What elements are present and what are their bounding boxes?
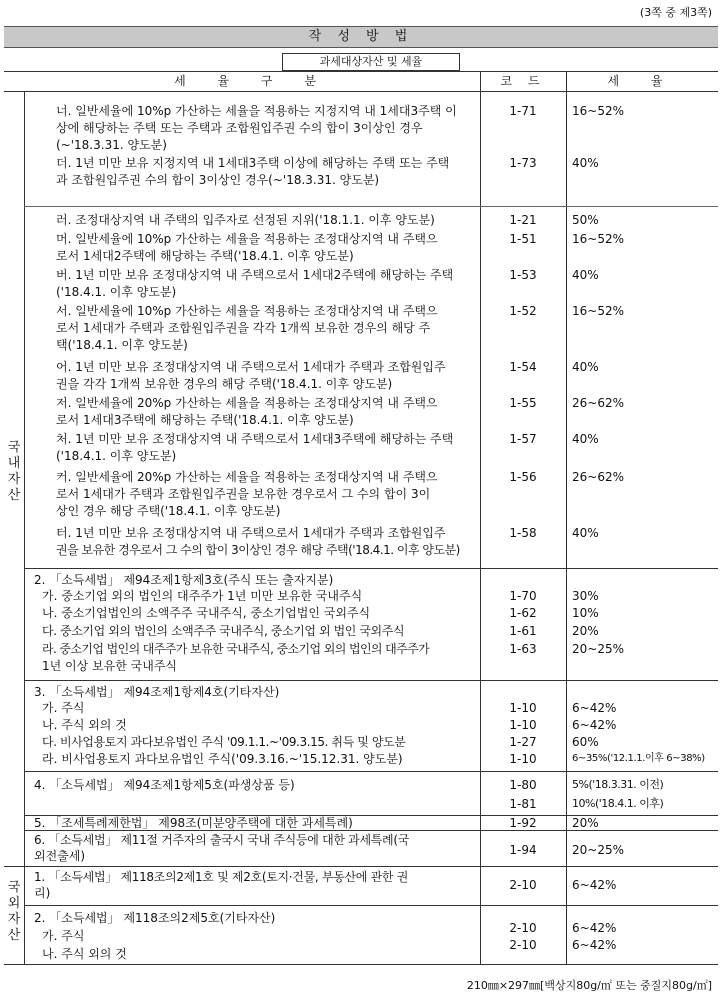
foreign-1-code: 2-10: [509, 878, 537, 892]
sec4-rate-1: 5%('18.3.31. 이전): [572, 778, 664, 791]
sec4-rate-2: 10%('18.4.1. 이후): [572, 797, 664, 810]
sec2-item-d-cont: 1년 이상 보유한 국내주식: [42, 659, 177, 673]
sec2-rate-d: 20~25%: [572, 642, 624, 656]
row-1-code: 1-71: [509, 104, 537, 118]
row-10-rate: 26~62%: [572, 470, 624, 484]
sec4-heading: 4. 「소득세법」 제94조제1항제5호(파생상품 등): [34, 778, 295, 792]
row-11-rate: 40%: [572, 526, 599, 540]
foreign-2-code-b: 2-10: [509, 938, 537, 952]
row-5-code: 1-53: [509, 268, 537, 282]
sec2-code-d: 1-63: [509, 642, 537, 656]
row-1-line-2: 상에 해당하는 주택 또는 주택과 조합원입주권 수의 합이 3이상인 경우: [56, 121, 423, 135]
sec6-line-2: 외전출세): [34, 849, 86, 863]
page-title: 작 성 방 법: [4, 26, 718, 48]
sec2-rate-a: 30%: [572, 589, 599, 603]
header-bottom-border: [4, 91, 718, 92]
row-1-line-3: (~'18.3.31. 양도분): [56, 138, 167, 152]
row-9-line-1: 처. 1년 미만 보유 조정대상지역 내 주택으로서 1세대3주택에 해당하는 주택: [56, 432, 454, 446]
row-5-line-2: ('18.4.1. 이후 양도분): [56, 285, 177, 299]
foreign-2-item-a: 가. 주식: [42, 929, 85, 943]
paper-spec-footer: 210㎜×297㎜[백상지80g/㎡ 또는 중질지80g/㎡]: [466, 979, 712, 992]
sec3-code-d: 1-10: [509, 752, 537, 766]
sec2-item-b: 나. 중소기업법인의 소액주주 국내주식, 중소기업법인 국외주식: [42, 606, 371, 620]
sec3-rate-a: 6~42%: [572, 701, 617, 715]
side-label-foreign: 국외자산: [7, 880, 21, 943]
row-9-rate: 40%: [572, 432, 599, 446]
row-8-code: 1-55: [509, 396, 537, 410]
subtitle-box: 과세대상자산 및 세율: [282, 53, 460, 71]
row-6-line-2: 로서 1세대가 주택과 조합원입주권을 각각 1개씩 보유한 경우의 해당 주: [56, 321, 431, 335]
row-10-line-3: 상인 경우 해당 주택('18.4.1. 이후 양도분): [56, 504, 281, 518]
sec3-item-a: 가. 주식: [42, 701, 85, 715]
sec2-item-a: 가. 중소기업 외의 법인의 대주주가 1년 미만 보유한 국내주식: [42, 589, 363, 603]
row-2-code: 1-73: [509, 156, 537, 170]
header-rate: 세 율: [607, 74, 677, 88]
sec3-rate-b: 6~42%: [572, 718, 617, 732]
side-column-border-foreign: [24, 860, 25, 964]
divider-sec3: [24, 680, 718, 681]
row-3-rate: 50%: [572, 213, 599, 227]
sec4-code-2: 1-81: [509, 797, 537, 811]
sec3-item-c: 다. 비사업용토지 과다보유법인 주식 '09.1.1.~'09.3.15. 취득 및 양도분: [42, 735, 406, 749]
row-9-line-2: ('18.4.1. 이후 양도분): [56, 449, 177, 463]
foreign-1-rate: 6~42%: [572, 878, 617, 892]
sec5-rate: 20%: [572, 816, 599, 830]
row-7-line-2: 권을 각각 1개씩 보유한 경우의 해당 주택('18.4.1. 이후 양도분): [56, 377, 393, 391]
row-5-line-1: 버. 1년 미만 보유 조정대상지역 내 주택으로서 1세대2주택에 해당하는 주택: [56, 268, 454, 282]
row-11-line-1: 터. 1년 미만 보유 조정대상지역 내 주택으로서 1세대가 주택과 조합원입주: [56, 526, 446, 540]
row-10-line-2: 로서 1세대가 주택과 조합원입주권을 보유한 경우로서 그 수의 합이 3이: [56, 487, 431, 501]
sec2-heading: 2. 「소득세법」 제94조제1항제3호(주식 또는 출자지분): [34, 573, 334, 587]
foreign-2-rate-a: 6~42%: [572, 921, 617, 935]
sec2-code-c: 1-61: [509, 624, 537, 638]
row-8-rate: 26~62%: [572, 396, 624, 410]
row-4-rate: 16~52%: [572, 232, 624, 246]
divider-foreign-2: [24, 905, 718, 906]
row-6-line-3: 택('18.4.1. 이후 양도분): [56, 338, 188, 352]
row-6-line-1: 서. 일반세율에 10%p 가산하는 세율을 적용하는 조정대상지역 내 주택으: [56, 304, 438, 318]
divider-1: [24, 206, 718, 207]
row-8-line-2: 로서 1세대3주택에 해당하는 주택('18.4.1. 이후 양도분): [56, 413, 354, 427]
sec3-code-a: 1-10: [509, 701, 537, 715]
row-7-line-1: 어. 1년 미만 보유 조정대상지역 내 주택으로서 1세대가 주택과 조합원입주: [56, 360, 446, 374]
divider-foreign: [4, 866, 718, 867]
sec3-code-b: 1-10: [509, 718, 537, 732]
sec3-rate-c: 60%: [572, 735, 599, 749]
divider-sec2: [24, 568, 718, 569]
row-7-code: 1-54: [509, 360, 537, 374]
row-5-rate: 40%: [572, 268, 599, 282]
row-8-line-1: 저. 일반세율에 20%p 가산하는 세율을 적용하는 조정대상지역 내 주택으: [56, 396, 438, 410]
sec4-code-1: 1-80: [509, 778, 537, 792]
table-bottom-border: [4, 964, 718, 965]
sec2-rate-c: 20%: [572, 624, 599, 638]
row-11-code: 1-58: [509, 526, 537, 540]
side-label-domestic: 국내자산: [7, 440, 21, 503]
sec2-code-b: 1-62: [509, 606, 537, 620]
divider-sec4: [24, 771, 718, 772]
sec3-heading: 3. 「소득세법」 제94조제1항제4호(기타자산): [34, 685, 280, 699]
foreign-2-code-a: 2-10: [509, 921, 537, 935]
row-10-code: 1-56: [509, 470, 537, 484]
foreign-2-rate-b: 6~42%: [572, 938, 617, 952]
sec5-heading: 5. 「조세특례제한법」 제98조(미분양주택에 대한 과세특례): [34, 816, 353, 830]
sec3-item-b: 나. 주식 외의 것: [42, 718, 127, 732]
sec5-code: 1-92: [509, 816, 537, 830]
foreign-2-item-b: 나. 주식 외의 것: [42, 947, 127, 961]
row-10-line-1: 커. 일반세율에 20%p 가산하는 세율을 적용하는 조정대상지역 내 주택으: [56, 470, 438, 484]
row-3-code: 1-21: [509, 213, 537, 227]
row-9-code: 1-57: [509, 432, 537, 446]
row-2-line-1: 더. 1년 미만 보유 지정지역 내 1세대3주택 이상에 해당하는 주택 또는 주택: [56, 156, 450, 170]
row-3-line-1: 러. 조정대상지역 내 주택의 입주자로 선정된 지위('18.1.1. 이후 양도분): [56, 213, 435, 227]
foreign-1-line-2: 리): [34, 886, 51, 900]
foreign-2-heading: 2. 「소득세법」 제118조의2제5호(기타자산): [34, 911, 276, 925]
row-4-code: 1-51: [509, 232, 537, 246]
row-6-rate: 16~52%: [572, 304, 624, 318]
row-4-line-1: 머. 일반세율에 10%p 가산하는 세율을 적용하는 조정대상지역 내 주택으: [56, 232, 438, 246]
sec6-rate: 20~25%: [572, 843, 624, 857]
row-2-rate: 40%: [572, 156, 599, 170]
sec2-code-a: 1-70: [509, 589, 537, 603]
sec3-rate-d: 6~35%('12.1.1.이후 6~38%): [572, 753, 705, 764]
row-2-line-2: 과 조합원입주권 수의 합이 3이상인 경우(~'18.3.31. 양도분): [56, 173, 380, 187]
sec3-code-c: 1-27: [509, 735, 537, 749]
header-code: 코 드: [500, 74, 546, 88]
sec2-rate-b: 10%: [572, 606, 599, 620]
page-info: (3쪽 중 제3쪽): [639, 6, 712, 19]
sec2-item-c: 다. 중소기업 외의 법인의 소액주주 국내주식, 중소기업 외 법인 국외주식: [42, 624, 405, 638]
row-11-line-2: 권을 보유한 경우로서 그 수의 합이 3이상인 경우 해당 주택('18.4.1. 이후 양도분): [56, 543, 460, 557]
sec3-item-d: 라. 비사업용토지 과다보유법인 주식('09.3.16.~'15.12.31. 양도분): [42, 752, 403, 766]
row-7-rate: 40%: [572, 360, 599, 374]
row-6-code: 1-52: [509, 304, 537, 318]
header-category: 세 율 구 분: [174, 74, 330, 88]
foreign-1-line-1: 1. 「소득세법」 제118조의2제1호 및 제2호(토지·건물, 부동산에 관한 권: [34, 870, 408, 884]
row-4-line-2: 로서 1세대2주택에 해당하는 주택('18.4.1. 이후 양도분): [56, 249, 354, 263]
sec2-item-d: 라. 중소기업 법인의 대주주가 보유한 국내주식, 중소기업 외의 법인의 대주주가: [42, 642, 430, 656]
sec6-code: 1-94: [509, 843, 537, 857]
row-1-rate: 16~52%: [572, 104, 624, 118]
row-1-line-1: 너. 일반세율에 10%p 가산하는 세율을 적용하는 지정지역 내 1세대3주택 이: [56, 104, 457, 118]
sec6-line-1: 6. 「소득세법」 제11절 거주자의 출국시 국내 주식등에 대한 과세특례(국: [34, 833, 410, 847]
